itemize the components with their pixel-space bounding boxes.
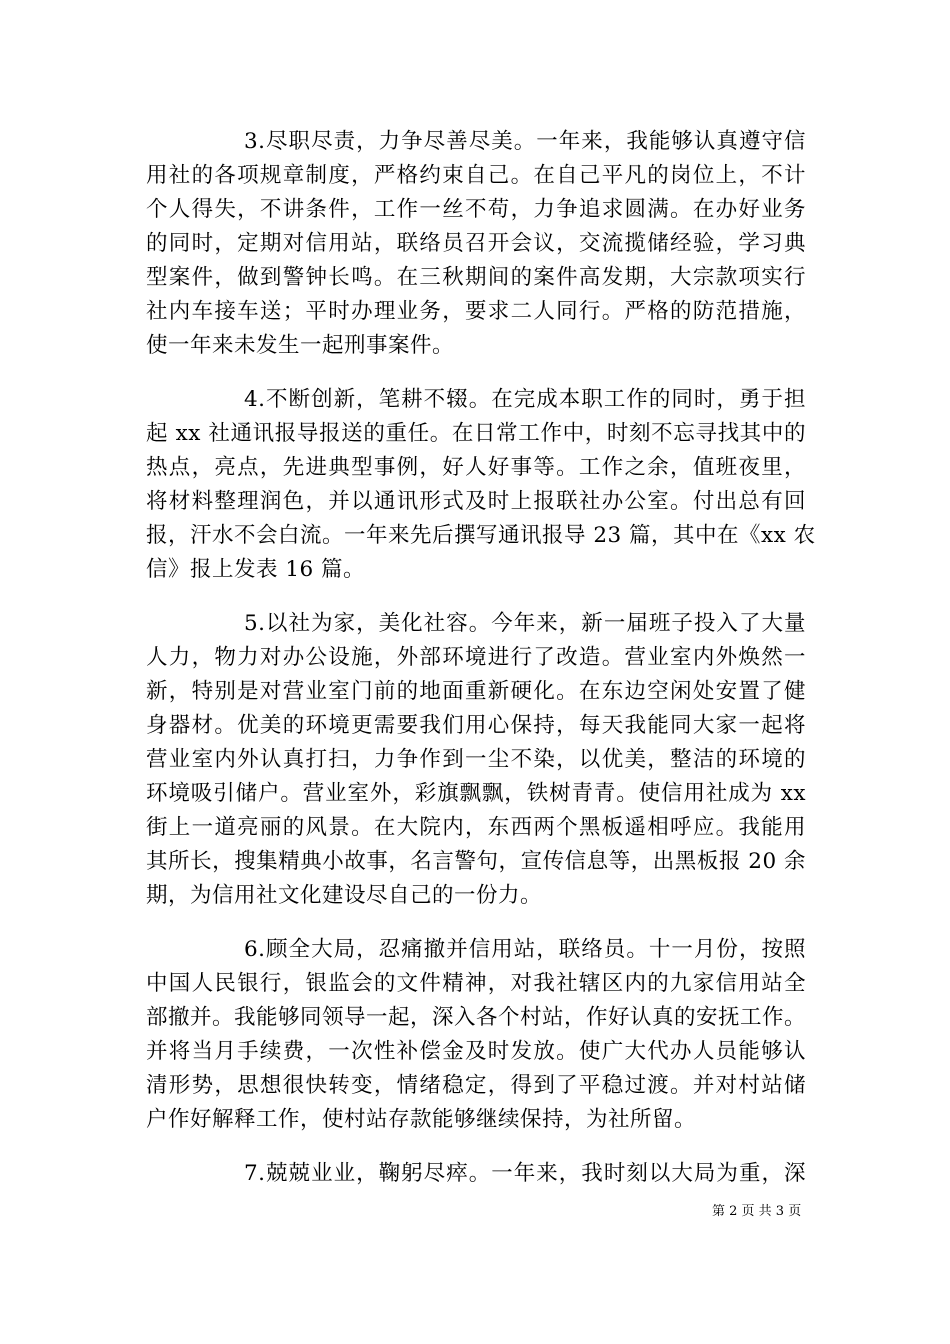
page-footer: 第 2 页 共 3 页	[712, 1204, 802, 1219]
paragraph-6-line-2: 中国人民银行，银监会的文件精神，对我社辖区内的九家信用站全	[146, 971, 806, 996]
paragraph-5-line-1: 5.以社为家，美化社容。今年来，新一届班子投入了大量	[244, 611, 806, 636]
paragraph-4-line-2: 起 xx 社通讯报导报送的重任。在日常工作中，时刻不忘寻找其中的	[146, 421, 806, 446]
paragraph-4-line-3: 热点，亮点，先进典型事例，好人好事等。工作之余，值班夜里，	[146, 455, 806, 480]
paragraph-6-line-4: 并将当月手续费，一次性补偿金及时发放。使广大代办人员能够认	[146, 1039, 806, 1064]
paragraph-5-line-6: 环境吸引储户。营业室外，彩旗飘飘，铁树青青。使信用社成为 xx	[146, 781, 806, 806]
paragraph-6-line-3: 部撤并。我能够同领导一起，深入各个村站，作好认真的安抚工作。	[146, 1005, 807, 1030]
paragraph-3-line-1: 3.尽职尽责，力争尽善尽美。一年来，我能够认真遵守信	[244, 129, 806, 154]
paragraph-7-line-1: 7.兢兢业业，鞠躬尽瘁。一年来，我时刻以大局为重，深	[244, 1161, 806, 1186]
paragraph-4-line-6: 信》报上发表 16 篇。	[146, 557, 366, 582]
paragraph-4-line-5: 报，汗水不会白流。一年来先后撰写通讯报导 23 篇，其中在《xx 农	[146, 523, 816, 548]
paragraph-3-line-3: 个人得失，不讲条件，工作一丝不苟，力争追求圆满。在办好业务	[146, 197, 806, 222]
paragraph-6-line-1: 6.顾全大局，忍痛撤并信用站，联络员。十一月份，按照	[244, 937, 806, 962]
paragraph-3-line-5: 型案件，做到警钟长鸣。在三秋期间的案件高发期，大宗款项实行	[146, 265, 806, 290]
paragraph-3-line-2: 用社的各项规章制度，严格约束自己。在自己平凡的岗位上，不计	[146, 163, 806, 188]
paragraph-3-line-6: 社内车接车送；平时办理业务，要求二人同行。严格的防范措施，	[146, 299, 806, 324]
paragraph-5-line-4: 身器材。优美的环境更需要我们用心保持，每天我能同大家一起将	[146, 713, 806, 738]
paragraph-4-line-1: 4.不断创新，笔耕不辍。在完成本职工作的同时，勇于担	[244, 387, 806, 412]
paragraph-6-line-6: 户作好解释工作，使村站存款能够继续保持，为社所留。	[146, 1107, 697, 1132]
paragraph-5-line-5: 营业室内外认真打扫，力争作到一尘不染，以优美，整洁的环境的	[146, 747, 806, 772]
paragraph-5-line-2: 人力，物力对办公设施，外部环境进行了改造。营业室内外焕然一	[146, 645, 806, 670]
paragraph-3-line-4: 的同时，定期对信用站，联络员召开会议，交流揽储经验，学习典	[146, 231, 806, 256]
paragraph-5-line-9: 期，为信用社文化建设尽自己的一份力。	[146, 883, 543, 908]
paragraph-5-line-8: 其所长，搜集精典小故事，名言警句，宣传信息等，出黑板报 20 余	[146, 849, 806, 874]
paragraph-3-line-7: 使一年来未发生一起刑事案件。	[146, 333, 455, 358]
paragraph-6-line-5: 清形势，思想很快转变，情绪稳定，得到了平稳过渡。并对村站储	[146, 1073, 806, 1098]
paragraph-5-line-7: 街上一道亮丽的风景。在大院内，东西两个黑板遥相呼应。我能用	[146, 815, 806, 840]
paragraph-4-line-4: 将材料整理润色，并以通讯形式及时上报联社办公室。付出总有回	[146, 489, 806, 514]
paragraph-5-line-3: 新，特别是对营业室门前的地面重新硬化。在东边空闲处安置了健	[146, 679, 806, 704]
